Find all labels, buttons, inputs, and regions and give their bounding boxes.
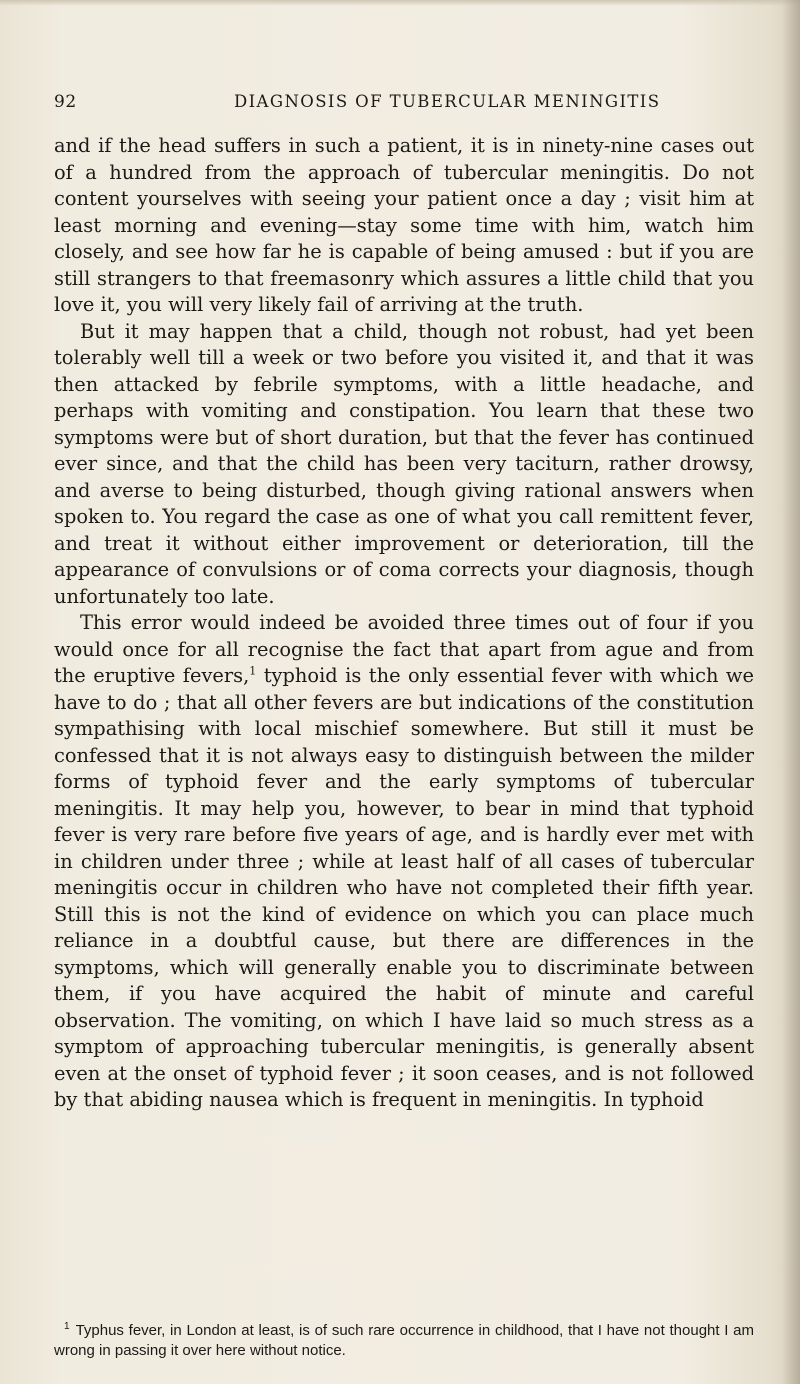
paragraph-3-part-2: typhoid is the only essential fever with which we have to do ; that all other fevers are but indications of the constitution sympathising with local mischief somewhere. But still it must be confessed that it is not always easy to distinguish between the milder forms of typhoid fever and the early symptoms of tubercular meningitis. It may help you, however, to bear in mind that typhoid fever is very rare before five years of age, and is hardly ever met with in children under three ; while at least half of all cases of tubercular meningitis occur in children who have not completed their fifth year. Still this is not the kind of evidence on which you can place much reliance in a doubtful cause, but there are differences in the symptoms, which will generally enable you to discriminate between them, if you have acquired the habit of minute and careful observation. The vomiting, on which I have laid so much stress as a symptom of approaching tubercular meningitis, is generally absent even at the onset of typhoid fever ; it soon ceases, and is not followed by that abiding nausea which is frequent in meningitis. In typhoid <box>54 664 755 1111</box>
paragraph-3 <box>54 610 754 1114</box>
paragraph-3-part-1: This error would indeed be avoided three times out of four if you would once for all recognise the fact that apart from ague and from the eruptive fevers, <box>54 611 754 687</box>
body-text <box>54 133 754 1114</box>
footnote <box>54 1321 754 1361</box>
page-top-edge <box>0 0 800 6</box>
paragraph-1: and if the head suffers in such a patient, it is in ninety-nine cases out of a hundred from the approach of tubercular meningitis. Do not content yourselves with seeing your patient once a day ; visit him at least morning and evening—stay some time with him, watch him closely, and see how far he is capable of being amused : but if you are still strangers to that freemasonry which assures a little child that you love it, you will very likely fail of arriving at the truth. <box>54 134 754 316</box>
footnote-mark: 1 <box>64 1321 70 1332</box>
footnote-reference[interactable]: 1 <box>249 664 257 678</box>
paragraph-2: But it may happen that a child, though not robust, had yet been tolerably well till a week or two before you visited it, and that it was then attacked by febrile symptoms, with a little headache, and perhaps with vomiting and constipation. You learn that these two symptoms were but of short duration, but that the fever has continued ever since, and that the child has been very taciturn, rather drowsy, and averse to being disturbed, though giving rational answers when spoken to. You regard the case as one of what you call remittent fever, and treat it without either improvement or deterioration, till the appearance of convulsions or of coma corrects your diagnosis, though unfortunately too late. <box>54 319 754 608</box>
footnote-text: Typhus fever, in London at least, is of such rare occurrence in childhood, that I have not thought I am wrong in passing it over here without notice. <box>54 1322 754 1359</box>
page-number: 92 <box>54 92 77 112</box>
running-title: DIAGNOSIS OF TUBERCULAR MENINGITIS <box>234 92 661 111</box>
running-head <box>54 92 754 116</box>
page-gutter-shadow <box>782 0 800 1384</box>
